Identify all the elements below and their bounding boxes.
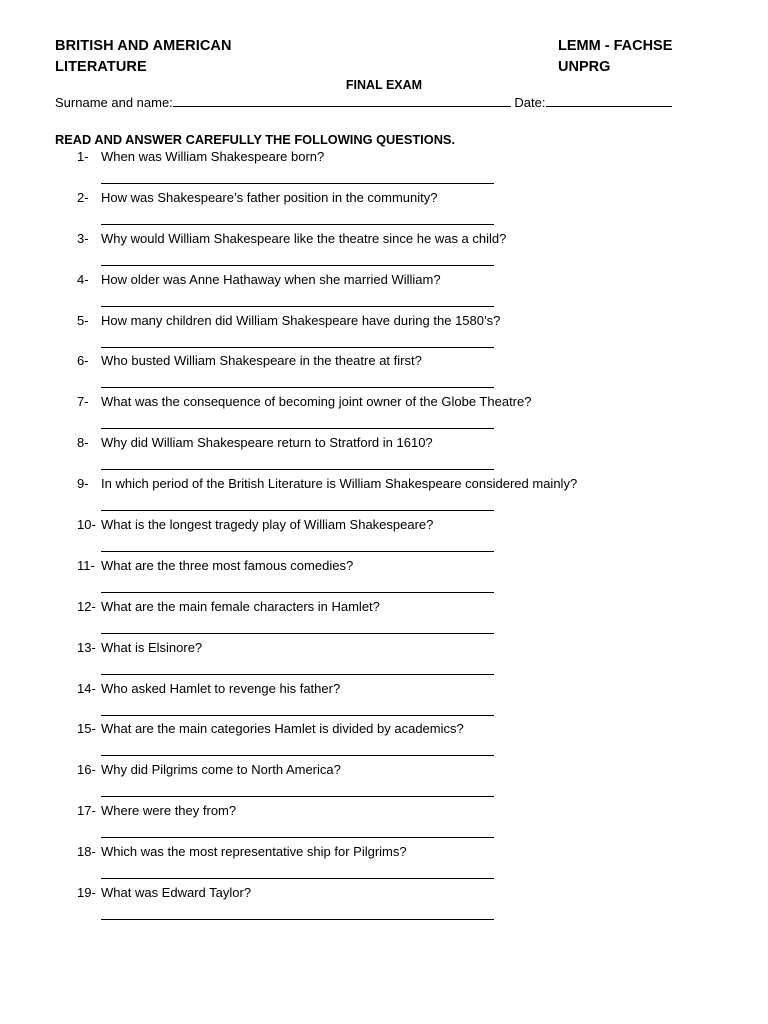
answer-line[interactable] bbox=[101, 715, 494, 716]
department-line2: UNPRG bbox=[558, 59, 611, 75]
date-label: Date: bbox=[514, 95, 546, 110]
question-number: 1- bbox=[77, 149, 89, 164]
answer-line[interactable] bbox=[101, 592, 494, 593]
answer-line[interactable] bbox=[101, 183, 494, 184]
question-item bbox=[55, 598, 705, 639]
question-number: 7- bbox=[77, 394, 89, 410]
question-text: What was the consequence of becoming joint owner of the Globe Theatre? bbox=[101, 394, 532, 410]
question-number: 12- bbox=[77, 598, 96, 614]
question-item bbox=[55, 230, 705, 271]
department-line1: LEMM - FACHSE bbox=[558, 38, 673, 54]
answer-line[interactable] bbox=[101, 919, 494, 920]
question-text: Why did Pilgrims come to North America? bbox=[101, 762, 341, 778]
answer-line[interactable] bbox=[101, 837, 494, 838]
question-text: What are the main categories Hamlet is divided by academics? bbox=[101, 721, 464, 737]
question-item bbox=[55, 720, 705, 761]
question-number: 3- bbox=[77, 230, 89, 246]
date-field[interactable] bbox=[546, 94, 672, 107]
question-text: What are the main female characters in Hamlet? bbox=[101, 598, 380, 614]
question-number: 9- bbox=[77, 476, 89, 492]
exam-title: FINAL EXAM bbox=[345, 78, 423, 92]
question-text: Where were they from? bbox=[101, 803, 237, 819]
answer-line[interactable] bbox=[101, 551, 494, 552]
question-text: Why would William Shakespeare like the theatre since he was a child? bbox=[101, 230, 507, 246]
question-text: What is Elsinore? bbox=[101, 639, 203, 655]
answer-line[interactable] bbox=[101, 796, 494, 797]
question-number: 14- bbox=[77, 680, 96, 696]
answer-line[interactable] bbox=[101, 428, 494, 429]
question-number: 13- bbox=[77, 639, 96, 655]
question-number: 8- bbox=[77, 435, 89, 451]
question-item bbox=[55, 393, 705, 434]
answer-line[interactable] bbox=[101, 387, 494, 388]
answer-line[interactable] bbox=[101, 674, 494, 675]
question-text: Which was the most representative ship for Pilgrims? bbox=[101, 844, 407, 860]
department-title bbox=[558, 36, 672, 78]
question-item bbox=[55, 680, 705, 721]
question-item bbox=[55, 843, 705, 884]
answer-line[interactable] bbox=[101, 878, 494, 879]
question-item bbox=[55, 475, 705, 516]
course-title-line1: BRITISH AND AMERICAN bbox=[55, 38, 232, 54]
question-item bbox=[55, 516, 705, 557]
question-text: What is the longest tragedy play of William Shakespeare? bbox=[101, 517, 434, 533]
question-number: 18- bbox=[77, 844, 96, 860]
question-text: When was William Shakespeare born? bbox=[101, 149, 325, 164]
question-item bbox=[55, 189, 705, 230]
course-title-line2: LITERATURE bbox=[55, 59, 147, 75]
question-item bbox=[55, 271, 705, 312]
question-text: Why did William Shakespeare return to Stratford in 1610? bbox=[101, 435, 433, 451]
question-item bbox=[55, 352, 705, 393]
question-number: 5- bbox=[77, 312, 89, 328]
question-text: What are the three most famous comedies? bbox=[101, 557, 354, 573]
question-item bbox=[55, 761, 705, 802]
question-number: 16- bbox=[77, 762, 96, 778]
answer-line[interactable] bbox=[101, 347, 494, 348]
question-text: How older was Anne Hathaway when she married William? bbox=[101, 271, 441, 287]
question-item bbox=[55, 802, 705, 843]
surname-label: Surname and name: bbox=[55, 95, 173, 110]
question-number: 10- bbox=[77, 517, 96, 533]
student-info-line bbox=[55, 94, 672, 111]
question-number: 4- bbox=[77, 271, 89, 287]
question-item bbox=[55, 557, 705, 598]
answer-line[interactable] bbox=[101, 633, 494, 634]
question-number: 19- bbox=[77, 885, 96, 901]
question-number: 2- bbox=[77, 189, 89, 205]
instructions-heading: READ AND ANSWER CAREFULLY THE FOLLOWING QUESTIONS. bbox=[55, 132, 456, 147]
question-item bbox=[55, 884, 705, 925]
question-number: 15- bbox=[77, 721, 96, 737]
question-item bbox=[55, 639, 705, 680]
question-text: What was Edward Taylor? bbox=[101, 885, 252, 901]
surname-field[interactable] bbox=[173, 94, 511, 107]
question-number: 17- bbox=[77, 803, 96, 819]
question-text: How many children did William Shakespeare have during the 1580’s? bbox=[101, 312, 501, 328]
answer-line[interactable] bbox=[101, 469, 494, 470]
question-text: How was Shakespeare’s father position in the community? bbox=[101, 189, 438, 205]
answer-line[interactable] bbox=[101, 265, 494, 266]
question-number: 6- bbox=[77, 353, 89, 369]
question-list bbox=[55, 148, 705, 925]
question-text: In which period of the British Literature is William Shakespeare considered mainly? bbox=[101, 476, 578, 492]
question-item bbox=[55, 434, 705, 475]
question-text: Who asked Hamlet to revenge his father? bbox=[101, 680, 341, 696]
answer-line[interactable] bbox=[101, 755, 494, 756]
answer-line[interactable] bbox=[101, 510, 494, 511]
question-text: Who busted William Shakespeare in the theatre at first? bbox=[101, 353, 422, 369]
question-item bbox=[55, 312, 705, 353]
answer-line[interactable] bbox=[101, 306, 494, 307]
answer-line[interactable] bbox=[101, 224, 494, 225]
course-title bbox=[55, 36, 232, 78]
question-item bbox=[55, 148, 705, 189]
question-number: 11- bbox=[77, 557, 95, 573]
